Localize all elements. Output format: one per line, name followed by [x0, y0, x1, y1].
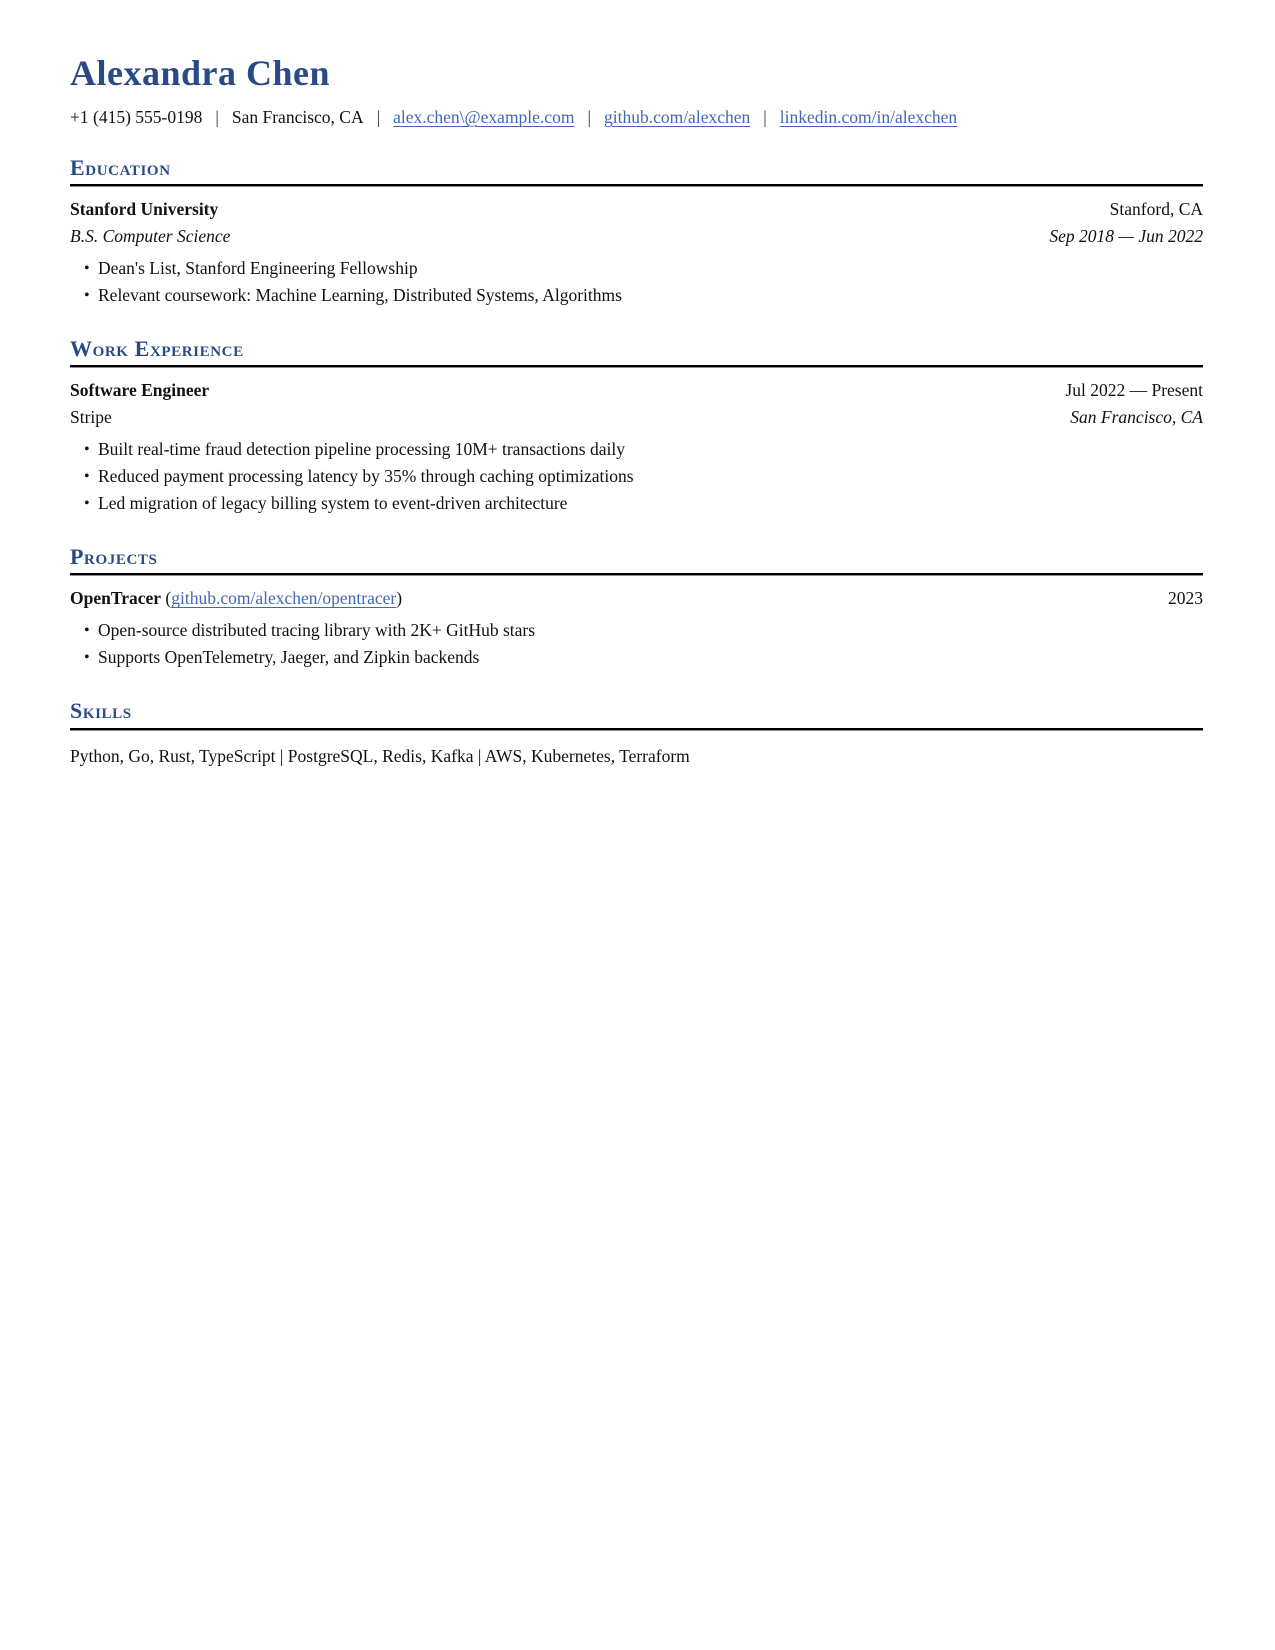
contact-phone: +1 (415) 555-0198	[70, 106, 203, 127]
work-bullet: • Led migration of legacy billing system to event-driven architecture	[70, 490, 1203, 517]
education-entry-subrow	[70, 223, 1203, 250]
job-title: Software Engineer	[70, 380, 210, 401]
job-company: Stripe	[70, 407, 112, 428]
education-institution: Stanford University	[70, 198, 219, 219]
education-bullet: • Relevant coursework: Machine Learning, Distributed Systems, Algorithms	[70, 282, 1203, 309]
project-year: 2023	[1168, 588, 1203, 609]
section-projects	[70, 544, 1203, 671]
project-bullet: • Supports OpenTelemetry, Jaeger, and Zipkin backends	[70, 644, 1203, 671]
education-bullet-list	[70, 255, 1203, 309]
skills-text: Python, Go, Rust, TypeScript | PostgreSQL, Redis, Kafka | AWS, Kubernetes, Terraform	[70, 745, 690, 766]
contact-separator: |	[587, 106, 591, 127]
contact-separator: |	[763, 106, 767, 127]
section-rule	[70, 728, 1203, 731]
project-title	[70, 585, 402, 612]
project-bullet-list	[70, 617, 1203, 671]
linkedin-link[interactable]: linkedin.com/in/alexchen	[779, 106, 958, 127]
education-degree: B.S. Computer Science	[70, 225, 231, 246]
education-dates: Sep 2018 — Jun 2022	[1049, 225, 1203, 246]
section-work-experience	[70, 336, 1203, 517]
section-rule	[70, 365, 1203, 368]
page-title: Alexandra Chen	[70, 53, 331, 93]
project-paren-open: (	[165, 588, 172, 609]
project-repo-link[interactable]: github.com/alexchen/opentracer	[171, 588, 397, 609]
job-location: San Francisco, CA	[1070, 407, 1203, 428]
section-skills	[70, 698, 1203, 769]
project-entry-row	[70, 585, 1203, 612]
section-rule	[70, 573, 1203, 576]
github-link[interactable]: github.com/alexchen	[603, 106, 751, 127]
work-entry-subrow	[70, 404, 1203, 431]
education-location: Stanford, CA	[1109, 198, 1203, 219]
contact-location: San Francisco, CA	[231, 106, 364, 127]
skills-heading: Skills	[70, 698, 132, 724]
work-entry-row	[70, 377, 1203, 404]
work-experience-heading: Work Experience	[70, 335, 244, 361]
project-name: OpenTracer	[70, 588, 162, 609]
work-bullet: • Built real-time fraud detection pipeline processing 10M+ transactions daily	[70, 436, 1203, 463]
section-education	[70, 155, 1203, 309]
job-dates: Jul 2022 — Present	[1065, 380, 1203, 401]
education-heading: Education	[70, 154, 171, 180]
work-bullet: • Reduced payment processing latency by 35% through caching optimizations	[70, 463, 1203, 490]
project-paren-close: )	[396, 588, 403, 609]
contact-separator: |	[215, 106, 219, 127]
education-entry-row	[70, 196, 1203, 223]
email-link[interactable]: alex.chen\@example.com	[393, 106, 575, 127]
project-bullet: • Open-source distributed tracing library with 2K+ GitHub stars	[70, 617, 1203, 644]
education-bullet: • Dean's List, Stanford Engineering Fellowship	[70, 255, 1203, 282]
contact-separator: |	[376, 106, 381, 127]
section-rule	[70, 184, 1203, 187]
projects-heading: Projects	[70, 544, 158, 570]
work-bullet-list	[70, 436, 1203, 517]
contact-line	[70, 107, 1203, 128]
